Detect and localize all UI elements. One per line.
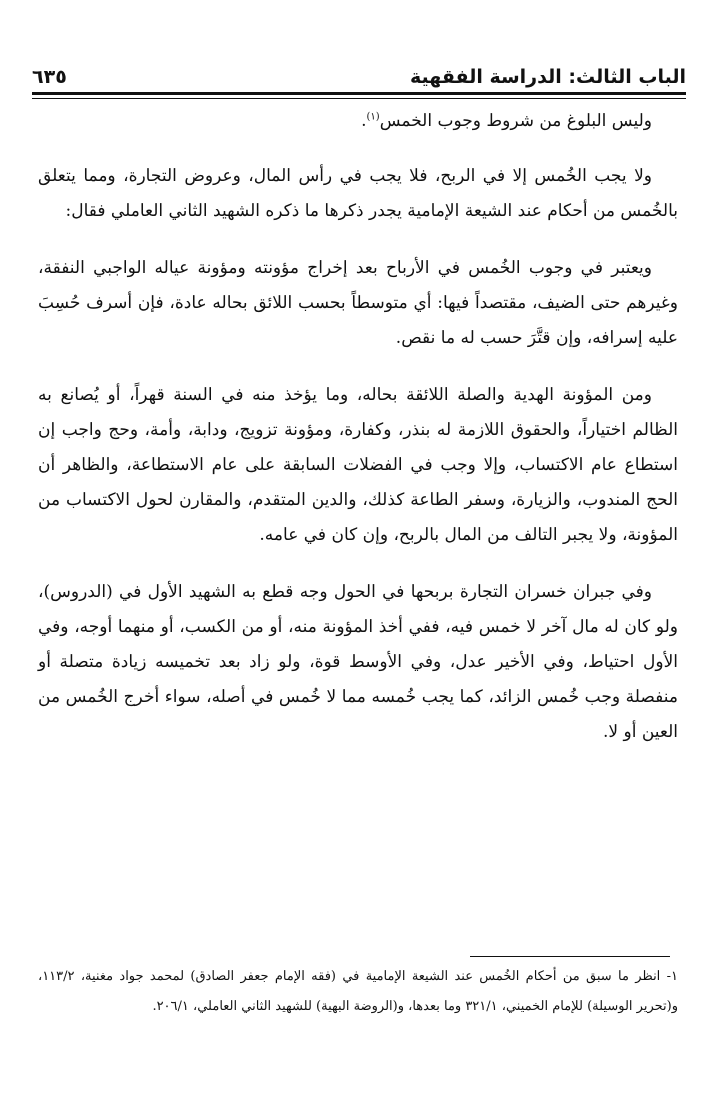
- running-header: [32, 58, 686, 88]
- paragraph: وفي جبران خسران التجارة بربحها في الحول وجه قطع به الشهيد الأول في (الدروس)، ولو كان له مال آخر لا خمس فيه، ففي أخذ المؤونة منه، أو من الكسب، أو منهما أوجه، وفي الأول احتياط، وفي الأخير عدل، وفي الأوسط قوة، ولو زاد بعد تخميسه زيادة متصلة أو منفصلة وجب خُمس الزائد، كما يجب خُمسه مما لا خُمس في أصله، سواء أخرج الخُمس من العين أو لا.: [38, 582, 678, 742]
- chapter-title: الباب الثالث: الدراسة الفقهية: [410, 66, 686, 88]
- header-rule-thick: [32, 92, 686, 95]
- page-number: ٦٣٥: [32, 66, 67, 88]
- header-rule-thin: [32, 98, 686, 99]
- footnote-separator: [470, 956, 670, 957]
- footnote-ref: (١): [366, 111, 380, 123]
- paragraph: ويعتبر في وجوب الخُمس في الأرباح بعد إخراج مؤونته ومؤونة عياله الواجبي النفقة، وغيرهم حتى الضيف، مقتصداً فيها: أي متوسطاً بحسب اللائق بحاله عادة، فإن أسرف حُسِبَ عليه إسرافه، وإن قتَّرَ حسب له ما نقص.: [38, 258, 678, 348]
- body-text: [38, 104, 678, 772]
- paragraph: وليس البلوغ من شروط وجوب الخمس$^{(١)}$.: [361, 111, 652, 131]
- footnote: ١- انظر ما سبق من أحكام الخُمس عند الشيعة الإمامية في (فقه الإمام جعفر الصادق) لمحمد جواد مغنية، ١١٣/٢، و(تحرير الوسيلة) للإمام الخميني، ٣٢١/١ وما بعدها، و(الروضة البهية) للشهيد الثاني العاملي، ٢٠٦/١.: [38, 969, 678, 1014]
- paragraph: ومن المؤونة الهدية والصلة اللائقة بحاله، وما يؤخذ منه في السنة قهراً، أو يُصانع به الظالم اختياراً، والحقوق اللازمة له بنذر، وكفارة، ومؤونة تزويج، ودابة، وأمة، وحج واجب إن استطاع عام الاكتساب، وإلا وجب في الفضلات السابقة على عام الاستطاعة، والظاهر أن الحج المندوب، والزيارة، وسفر الطاعة كذلك، والدين المتقدم، والمقارن لحول الاكتساب من المؤونة، ولا يجبر التالف من المال بالربح، وإن كان في عامه.: [38, 385, 678, 545]
- paragraph: ولا يجب الخُمس إلا في الربح، فلا يجب في رأس المال، وعروض التجارة، ومما يتعلق بالخُمس من أحكام عند الشيعة الإمامية يجدر ذكرها ما ذكره الشهيد الثاني العاملي فقال:: [38, 166, 678, 221]
